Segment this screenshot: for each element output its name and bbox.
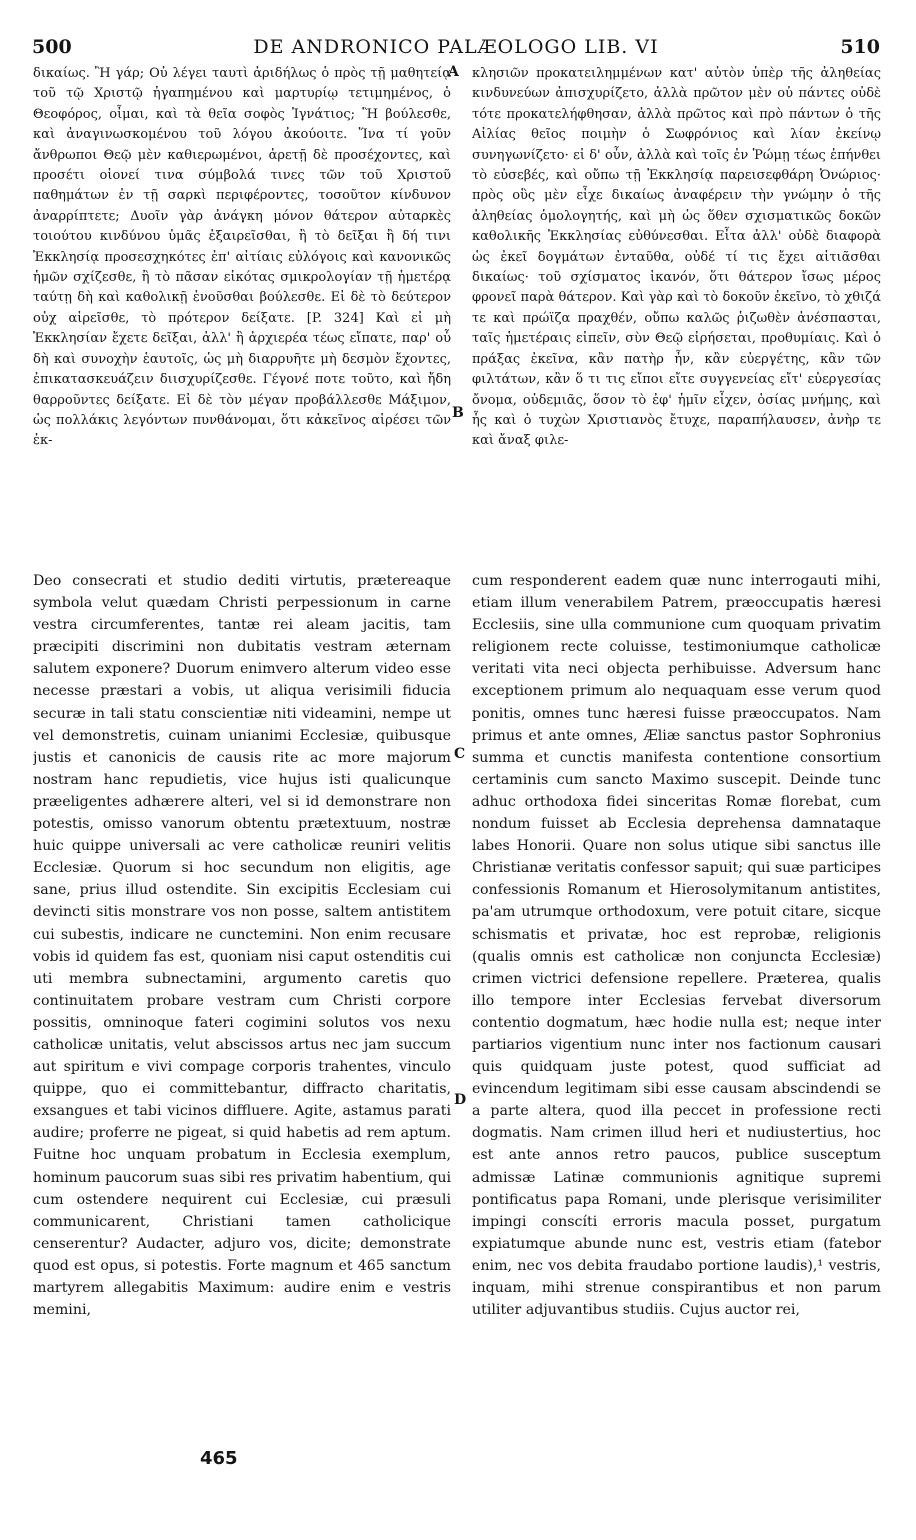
latin-text-right: cum responderent eadem quæ nunc interrogauti mihi, etiam illum venerabilem Patrem, præoccupatis hæresi Ecclesiis, sine ulla communione cum quoquam privatim religionem recte coluisse, testimoniumque catholicæ veritati vita neci objecta perhibuisse. Adversum hanc exceptionem primum alo nequaquam esse verum quod ponitis, omnes tunc hæresi fuisse præoccupatos. Nam primus et ante omnes, Æliæ sanctus pastor Sophronius summa et cunctis manifesta contentione consortium certaminis cum sancto Maximo suscepit. Deinde tunc adhuc orthodoxa fidei sinceritas Romæ florebat, cum nondum fuisset ab Ecclesia deprehensa damnataque labes Honorii. Quare non solus utique sibi sanctus ille Christianæ veritatis confessor sapuit; qui suæ participes confessionis Romanum et Hierosolymitanum antistites, pa'am utrumque orthodoxum, vere potuit citare, sicque schismatis et privatæ, hoc est reprobæ, religionis (qualis omnis est catholicæ non conjuncta Ecclesiæ) crimen victrici defensione repellere. Præterea, qualis illo tempore inter Ecclesias fervebat diversorum contentio dogmatum, hæc hodie nulla est; neque inter partiarios vigentium nunc inter nos factionum causari quis quidquam juste potest, quod sufficiat ad evincendum legitimam sibi esse causam abscindendi se a parte altera, quod illa peccet in professione recti dogmatis. Nam crimen illud heri et nudiustertius, hoc est ante annos retro paucos, publice susceptum admissæ Latinæ communionis agnitique supremi pontificatus papa Romani, unde plerisque verisimiliter impingi conscíti erroris macula posset, purgatum expiatumque abunde nunc est, vestris etiam (fatebor enim, nec vos debita fraudabo portione laudis),¹ vestris, inquam, mihi strenue conspirantibus et non parum utiliter adjuvantibus studiis. Cujus auctor rei, xyxy=(472,573,881,1319)
margin-marker-b: B xyxy=(452,405,464,421)
margin-marker-d: D xyxy=(454,1092,467,1108)
margin-marker-c: C xyxy=(454,746,466,762)
latin-text-left: Deo consecrati et studio dediti virtutis, prætereaque symbola velut quædam Christi perpessionum in carne vestra circumferentes, tantæ rei aleam jacitis, tam præcipiti discrimini non dubitatis vestram æternam salutem exponere? Duorum enimvero alterum video esse necesse præstari a vobis, ut aliqua verisimili fiducia securæ in tali statu conscientiæ niti videamini, nempe ut vel demonstretis, cuinam unianimi Ecclesiæ, quibusque justis et canonicis de causis rite ac more majorum nostram hanc repudietis, vice hujus isti qualicunque præeligentes adhærere alteri, vel si id demonstrare non potestis, omisso vanorum obtentu prætextuum, nostræ huic quippe universali ac vere catholicæ reuniri velitis Ecclesiæ. Quorum si hoc secundum non eligitis, age sane, prius illud ostendite. Sin excipitis Ecclesiam cui devincti sitis monstrare vos non posse, saltem antistitem cui subestis, indicare ne cunctemini. Non enim recusare vobis id quidem fas est, quoniam nisi caput ostenditis cui uti membra subnectamini, argumento caretis quo continuitatem probare vestram cum Christi corpore possitis, omninoque fateri cogimini solutos vos nexu catholicæ unitatis, velut abscissos artus nec jam succum aut spiritum e vivi compage corporis trahentes, vinculo quippe, quo ei committebantur, diffracto charitatis, exsangues et tabi vicinos diffluere. Agite, astamus parati audire; proferre ne pigeat, si quid habetis ad rem aptum. Fuitne hoc unquam probatum in Ecclesia exemplum, hominum paucorum suas sibi res privatim habentium, qui cum ostendere nequirent cui Ecclesiæ, cui præsuli communicarent, Christiani tamen catholicique censerentur? Audacter, adjuro vos, dicite; demonstrate quod est opus, si potestis. Forte magnum et 465 sanctum martyrem allegabitis Maximum: audire enim e vestris memini, xyxy=(33,573,451,1319)
greek-text-left: δικαίως. Ἢ γάρ; Οὐ λέγει ταυτὶ ἀριδήλως ὁ πρὸς τῇ μαθητείᾳ τοῦ τῷ Χριστῷ ἠγαπημένου καὶ μαρτυρίῳ τετιμημένος, ὁ Θεοφόρος, οἶμαι, καὶ τὰ θεῖα σοφὸς Ἰγνάτιος; Ἢ βούλεσθε, καὶ ἀναγινωσκομένου τοῦ λόγου ἀκούοιτε. Ἵνα τί γοῦν ἄνθρωποι Θεῷ μὲν καθιερωμένοι, ἀρετῇ δὲ προσέχοντες, καὶ προσέτι οἱονεί τινα σύμβολά τινες τῶν τοῦ Χριστοῦ παθημάτων ἐν τῇ σαρκὶ περιφέροντες, τοσοῦτον κίνδυνον ἀναρρίπτετε; Δυοῖν γὰρ ἀνάγκη μόνον θάτερον αὐταρκὲς τοιούτου κινδύνου ὑμᾶς ἐξαιρεῖσθαι, ἢ τὸ δεῖξαι ἢ δή τινι Ἐκκλησίᾳ προσεσχηκότες ἐπ' αἰτίαις εὐλόγοις καὶ κανονικῶς ἡμῶν σχίζεσθε, ἢ τὸ πᾶσαν εἰκότας σμικρολογίαν τῇ ἡμετέρᾳ ταύτῃ δὴ καὶ καθολικῇ ἑνοῦσθαι βούλεσθε. Εἰ δὲ τὸ δεύτερον οὐχ αἱρεῖσθε, τὸ πρότερον δείξατε. [P. 324] Καὶ εἰ μὴ Ἐκκλησίαν ἔχετε δεῖξαι, ἀλλ' ἢ ἀρχιερέα τέως εἴπατε, παρ' οὗ δὴ καὶ συνοχὴν ἑαυτοῖς, ὡς μὴ διαρρυῆτε μὴ δεσμὸν ἔχοντες, ἐπικατασκευάζειν διισχυρίζεσθε. Γέγονέ ποτε τοῦτο, καὶ ἤδη θαρροῦντες δείξατε. Εἰ δὲ τὸν μέγαν προβάλλεσθε Μάξιμον, ὡς πολλάκις λεγόντων πυνθάνομαι, ὅτι κἀκεῖνος αἱρέσει τῶν ἐκ- xyxy=(33,66,451,449)
signature-mark: 465 xyxy=(200,1448,238,1469)
page-number-right: 510 xyxy=(840,36,880,58)
latin-column-right xyxy=(472,570,881,1475)
page-header xyxy=(32,36,880,62)
running-title: DE ANDRONICO PALÆOLOGO LIB. VI xyxy=(253,36,659,58)
latin-column-left xyxy=(33,570,451,1475)
greek-column-right xyxy=(472,64,881,540)
greek-text-right: κλησιῶν προκατειλημμένων κατ' αὐτὸν ὑπὲρ τῆς ἀληθείας κινδυνεύων ἀπισχυρίζετο, ἀλλὰ πρῶτον μὲν οὐ πάντες οὐδὲ τότε προκατελήφθησαν, ἀλλὰ πρῶτος καὶ πρὸ πάντων ὁ τῆς Αἰλίας θεῖος ποιμὴν ὁ Σωφρόνιος καὶ λίαν ἐκείνῳ συνηγωνίζετο· εἰ δ' οὖν, ἀλλὰ καὶ τοῖς ἐν Ῥώμῃ τέως ἐπήνθει τὸ εὐσεβές, καὶ οὔπω τῇ Ἐκκλησίᾳ παρεισεφθάρη Ὀνώριος· πρὸς οὓς μὲν εἶχε δικαίως ἀναφέρειν τὴν γνώμην ὁ τῆς ἀληθείας ὁμολογητής, καὶ μὴ ὡς ὅθεν σχισματικῶς δοκῶν καθολικῆς Ἐκκλησίας εὐθύνεσθαι. Εἶτα ἀλλ' οὐδὲ διαφορὰ ὡς ἐκεῖ δογμάτων ἐνταῦθα, οὐδέ τί τις ἔχει αἰτιᾶσθαι δικαίως· τοῦ σχίσματος ἱκανόν, ὅτι θάτερον ἴσως μέρος φρονεῖ παρὰ θάτερον. Καὶ γὰρ καὶ τὸ δοκοῦν ἐκεῖνο, τὸ χθιζά τε καὶ πρώϊζα πραχθέν, οὔπω καλῶς ῥιζωθὲν ἀνέσπασται, ταῖς ἡμετέραις εἰπεῖν, σὺν Θεῷ εἰρήσεται, προθυμίαις. Καὶ ὁ πράξας ἐκεῖνα, κἂν πατὴρ ἦν, κἂν εὐεργέτης, κἂν τῶν φιλτάτων, κἂν ὅ τι τις εἴποι εἴτε συγγενείας εἴτ' εὐεργεσίας ὄνομα, οὐδεμιᾶς, ὅσον τὸ ἐφ' ἡμῖν εἶχεν, ὁσίας μνήμης, καὶ ἧς καὶ ὁ τυχὼν Χριστιανὸς ἔτυχε, παραπήλαυσεν, ἀνὴρ τε καὶ ἄναξ φιλε- xyxy=(472,66,881,449)
greek-column-left xyxy=(33,64,451,540)
page-number-left: 500 xyxy=(32,36,72,58)
margin-marker-a: A xyxy=(448,64,459,80)
